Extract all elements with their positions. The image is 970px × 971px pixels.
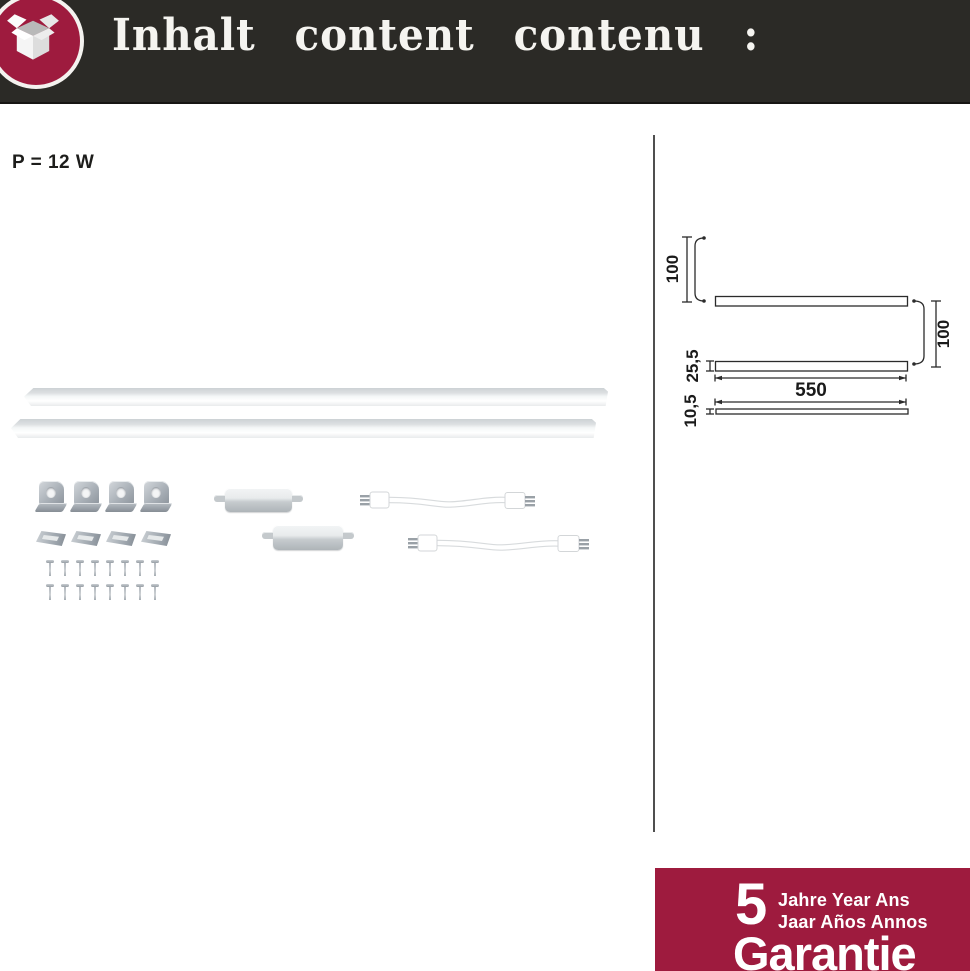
screw xyxy=(136,560,144,577)
screw xyxy=(61,584,69,601)
driver-connector-stub xyxy=(292,495,303,502)
bracket-hole xyxy=(46,487,56,498)
angle-brackets-row xyxy=(37,481,171,512)
screw xyxy=(91,560,99,577)
bracket-hole xyxy=(151,487,161,498)
angle-bracket xyxy=(142,481,171,512)
screw xyxy=(106,584,114,601)
connector-cable-2 xyxy=(402,532,594,556)
led-bar-1 xyxy=(24,388,608,406)
header-circle-badge xyxy=(0,0,84,89)
angle-bracket xyxy=(37,481,66,512)
driver-connector-stub xyxy=(262,532,273,539)
screws-row-2 xyxy=(46,584,159,601)
driver-connector-stub xyxy=(343,532,354,539)
open-box-icon xyxy=(6,11,60,65)
bracket-hole xyxy=(116,487,126,498)
warranty-line-1: Jahre Year Ans xyxy=(778,890,910,910)
divider-line xyxy=(653,135,655,832)
warranty-word: Garantie xyxy=(733,927,916,971)
screws-row-1 xyxy=(46,560,159,577)
warranty-years: 5 xyxy=(735,872,768,937)
driver-connector-stub xyxy=(214,495,225,502)
dim-label-right-height: 100 xyxy=(934,319,953,349)
led-bar-2 xyxy=(11,419,596,438)
screw xyxy=(151,584,159,601)
bracket-foot xyxy=(69,503,102,512)
dim-label-bar-thickness: 25,5 xyxy=(683,349,702,383)
warranty-line-2: Jaar Años Annos xyxy=(778,912,928,932)
flat-clip xyxy=(141,531,171,546)
diagram-bar-top xyxy=(716,297,908,307)
warranty-badge xyxy=(655,868,970,971)
dim-label-profile-thickness: 10,5 xyxy=(681,394,700,428)
screw xyxy=(151,560,159,577)
screw xyxy=(46,584,54,601)
angle-bracket xyxy=(107,481,136,512)
page-title: Inhalt content contenu : xyxy=(112,10,760,61)
screw xyxy=(76,560,84,577)
screw xyxy=(91,584,99,601)
bracket-foot xyxy=(104,503,137,512)
angle-bracket xyxy=(72,481,101,512)
power-rating-label: P = 12 W xyxy=(12,152,95,173)
screw xyxy=(76,584,84,601)
header-bar xyxy=(0,0,970,104)
bracket-hole xyxy=(81,487,91,498)
dim-label-length: 550 xyxy=(795,380,827,401)
screw xyxy=(106,560,114,577)
screw xyxy=(46,560,54,577)
flat-clip xyxy=(106,531,136,546)
screw xyxy=(61,560,69,577)
bracket-foot xyxy=(139,503,172,512)
screw xyxy=(121,584,129,601)
diagram-bar-mid xyxy=(716,362,908,372)
dimension-diagram xyxy=(656,228,966,428)
screw xyxy=(121,560,129,577)
connector-cable-1 xyxy=(354,488,540,514)
flat-clip xyxy=(36,531,66,546)
diagram-bar-thin xyxy=(716,409,908,414)
dim-label-top-height: 100 xyxy=(663,254,682,284)
driver-box-1 xyxy=(225,488,292,512)
driver-box-2 xyxy=(273,525,343,550)
screw xyxy=(136,584,144,601)
bracket-foot xyxy=(34,503,67,512)
flat-clips-row xyxy=(36,531,171,546)
flat-clip xyxy=(71,531,101,546)
